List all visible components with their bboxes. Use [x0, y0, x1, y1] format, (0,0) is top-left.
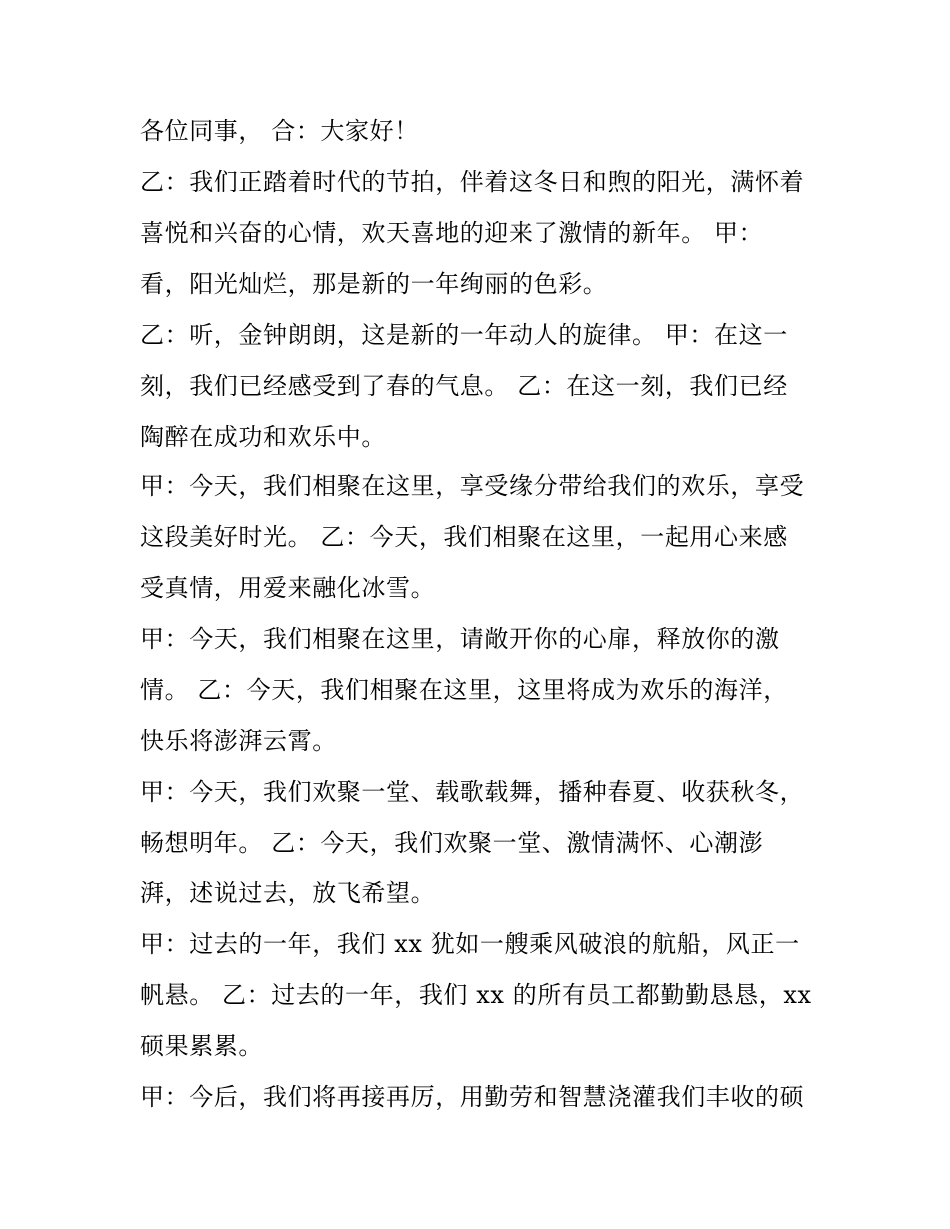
text-line: 帆悬。 乙：过去的一年，我们 xx 的所有员工都勤勤恳恳，xx: [140, 981, 812, 1009]
text-line: 这段美好时光。 乙：今天，我们相聚在这里，一起用心来感: [140, 523, 788, 551]
text-line: 乙：听，金钟朗朗，这是新的一年动人的旋律。 甲：在这一: [140, 321, 788, 349]
text-line: 湃，述说过去，放飞希望。: [140, 879, 436, 907]
text-line: 甲：今天，我们相聚在这里，请敞开你的心扉，释放你的激: [140, 625, 780, 653]
text-line: 刻，我们已经感受到了春的气息。 乙：在这一刻，我们已经: [140, 372, 788, 400]
text-line: 乙：我们正踏着时代的节拍，伴着这冬日和煦的阳光，满怀着: [140, 168, 805, 196]
text-line: 陶醉在成功和欢乐中。: [140, 423, 386, 451]
text-line: 看，阳光灿烂，那是新的一年绚丽的色彩。: [140, 270, 608, 298]
text-line: 各位同事， 合：大家好！: [140, 117, 419, 145]
text-line: 甲：今后，我们将再接再厉，用勤劳和智慧浇灌我们丰收的硕: [140, 1083, 805, 1111]
text-line: 情。 乙：今天，我们相聚在这里，这里将成为欢乐的海洋，: [140, 676, 788, 704]
text-line: 甲：今天，我们相聚在这里，享受缘分带给我们的欢乐，享受: [140, 472, 805, 500]
text-line: 快乐将澎湃云霄。: [140, 727, 337, 755]
text-line: 喜悦和兴奋的心情，欢天喜地的迎来了激情的新年。 甲：: [140, 219, 764, 247]
text-line: 硕果累累。: [140, 1032, 263, 1060]
text-line: 畅想明年。 乙：今天，我们欢聚一堂、激情满怀、心潮澎: [140, 829, 764, 857]
text-line: 受真情，用爱来融化冰雪。: [140, 574, 436, 602]
text-line: 甲：今天，我们欢聚一堂、载歌载舞，播种春夏、收获秋冬，: [140, 778, 805, 806]
text-line: 甲：过去的一年，我们 xx 犹如一艘乘风破浪的航船，风正一: [140, 930, 800, 958]
